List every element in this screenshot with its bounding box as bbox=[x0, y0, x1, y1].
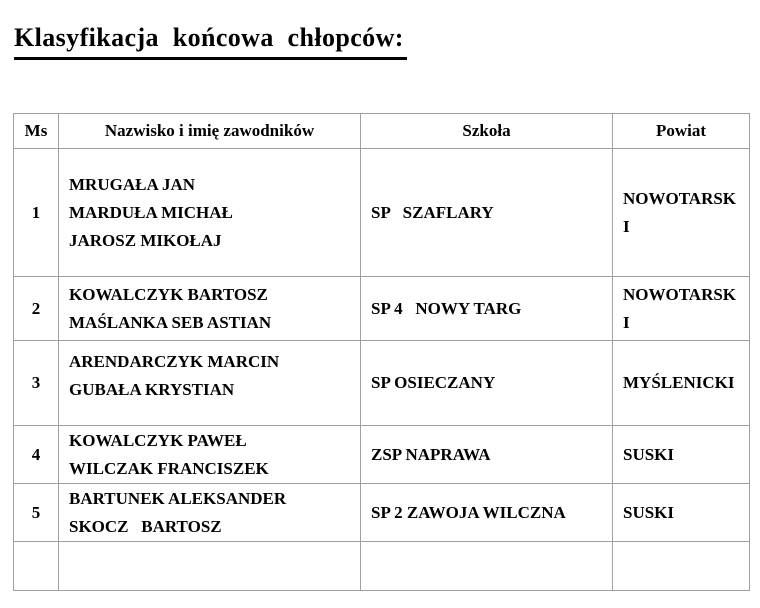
cell-powiat: SUSKI bbox=[613, 484, 750, 542]
cell-names bbox=[59, 426, 361, 484]
table-row bbox=[14, 484, 750, 542]
cell-school: ZSP NAPRAWA bbox=[361, 426, 613, 484]
cell-powiat bbox=[613, 542, 750, 591]
page-title: Klasyfikacja końcowa chłopców: bbox=[14, 22, 407, 59]
table-row bbox=[14, 341, 750, 426]
column-header-ms: Ms bbox=[14, 114, 59, 149]
cell-names bbox=[59, 341, 361, 426]
competitor-name: MAŚLANKA SEB ASTIAN bbox=[69, 312, 272, 332]
cell-school: SP OSIECZANY bbox=[361, 341, 613, 426]
cell-school bbox=[361, 542, 613, 591]
competitor-name: BARTUNEK ALEKSANDER bbox=[69, 488, 287, 508]
cell-powiat: SUSKI bbox=[613, 426, 750, 484]
table-row bbox=[14, 277, 750, 341]
cell-ms: 3 bbox=[14, 341, 59, 426]
competitor-name: MRUGAŁA JAN bbox=[69, 174, 196, 194]
cell-powiat: NOWOTARSKI bbox=[613, 149, 750, 277]
cell-powiat: MYŚLENICKI bbox=[613, 341, 750, 426]
table-row-empty bbox=[14, 542, 750, 591]
competitor-name: GUBAŁA KRYSTIAN bbox=[69, 380, 235, 399]
cell-names bbox=[59, 277, 361, 341]
column-header-school: Szkoła bbox=[361, 114, 613, 149]
competitor-name: SKOCZ BARTOSZ bbox=[69, 516, 222, 536]
cell-names bbox=[59, 484, 361, 542]
table-row bbox=[14, 149, 750, 277]
cell-ms bbox=[14, 542, 59, 591]
cell-ms: 1 bbox=[14, 149, 59, 277]
competitor-name: MARDUŁA MICHAŁ bbox=[69, 202, 233, 222]
cell-school: SP 2 ZAWOJA WILCZNA bbox=[361, 484, 613, 542]
cell-school: SP 4 NOWY TARG bbox=[361, 277, 613, 341]
cell-names bbox=[59, 149, 361, 277]
competitor-name: KOWALCZYK BARTOSZ bbox=[69, 284, 268, 304]
competitor-name: JAROSZ MIKOŁAJ bbox=[69, 230, 222, 250]
competitor-name: WILCZAK FRANCISZEK bbox=[69, 458, 269, 478]
cell-ms: 2 bbox=[14, 277, 59, 341]
final-classification-table bbox=[13, 113, 750, 591]
column-header-powiat: Powiat bbox=[613, 114, 750, 149]
competitor-name: KOWALCZYK PAWEŁ bbox=[69, 430, 247, 450]
table-row bbox=[14, 426, 750, 484]
competitor-name: ARENDARCZYK MARCIN bbox=[69, 352, 280, 371]
cell-ms: 5 bbox=[14, 484, 59, 542]
column-header-names: Nazwisko i imię zawodników bbox=[59, 114, 361, 149]
cell-names bbox=[59, 542, 361, 591]
cell-school: SP SZAFLARY bbox=[361, 149, 613, 277]
table-header-row bbox=[14, 114, 750, 149]
cell-powiat: NOWOTARSKI bbox=[613, 277, 750, 341]
cell-ms: 4 bbox=[14, 426, 59, 484]
